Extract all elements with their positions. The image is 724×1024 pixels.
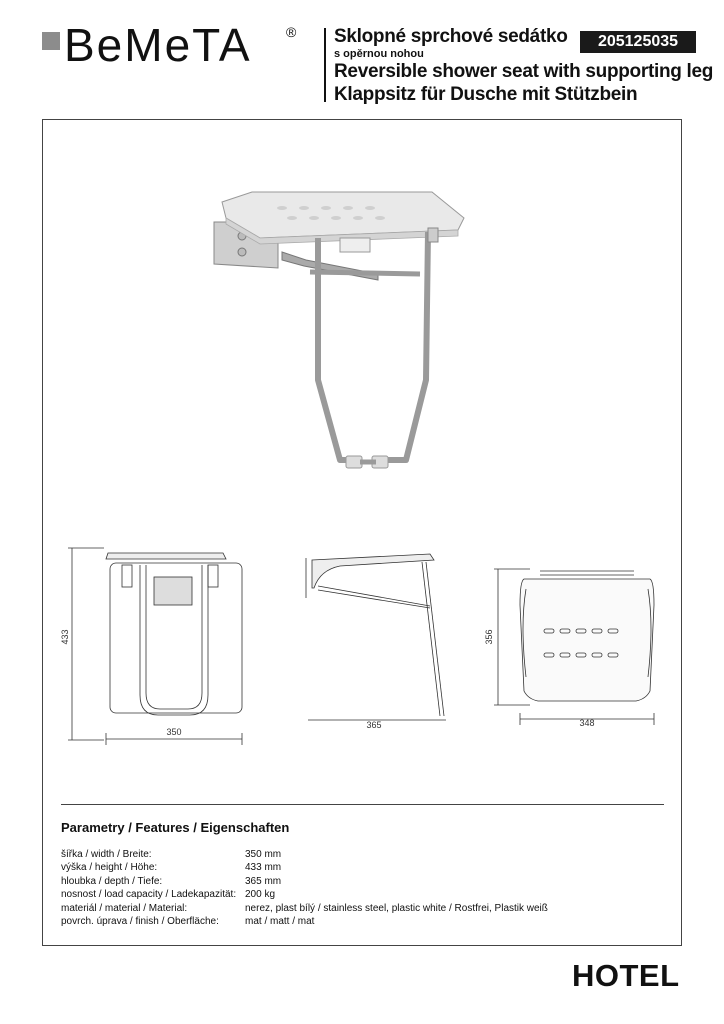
table-row — [61, 888, 548, 901]
spec-value: nerez, plast bílý / stainless steel, plastic white / Rostfrei, Plastik weiß — [245, 902, 548, 914]
top-depth-label: 356 — [484, 629, 494, 645]
spec-value: 433 mm — [245, 862, 282, 874]
spec-label: výška / height / Höhe: — [61, 862, 158, 874]
spec-value: 365 mm — [245, 875, 282, 887]
table-row — [61, 915, 548, 928]
spec-label: šířka / width / Breite: — [61, 849, 152, 860]
spec-value: mat / matt / mat — [245, 916, 315, 928]
spec-value: 200 kg — [245, 889, 276, 901]
product-photo — [200, 180, 480, 490]
table-row — [61, 848, 548, 861]
top-view-drawing — [480, 565, 670, 735]
registered-mark: ® — [286, 24, 297, 40]
category-label: HOTEL — [572, 958, 680, 993]
spec-value: 350 mm — [245, 849, 282, 860]
product-code-badge: 205125035 — [580, 31, 696, 53]
product-title-de: Klappsitz für Dusche mit Stützbein — [334, 84, 638, 105]
spec-label: povrch. úprava / finish / Oberfläche: — [61, 916, 219, 928]
spec-label: nosnost / load capacity / Ladekapazität: — [61, 889, 237, 901]
table-row — [61, 861, 548, 874]
table-row — [61, 902, 548, 915]
front-height-label: 433 — [60, 629, 70, 645]
spec-label: hloubka / depth / Tiefe: — [61, 875, 163, 887]
features-table — [61, 848, 548, 928]
product-subtitle-cz: s opěrnou nohou — [334, 48, 424, 60]
brand-logo: BeMeTA — [64, 19, 252, 71]
features-heading: Parametry / Features / Eigenschaften — [61, 820, 290, 835]
front-width-label: 350 — [166, 727, 182, 737]
header-divider — [324, 28, 326, 102]
table-row — [61, 875, 548, 888]
logo-square-mark — [42, 32, 60, 50]
top-width-label: 348 — [579, 718, 595, 728]
side-view-drawing — [300, 548, 450, 748]
product-title-cz: Sklopné sprchové sedátko — [334, 26, 568, 47]
spec-label: materiál / material / Material: — [61, 902, 188, 914]
section-divider — [61, 804, 664, 805]
side-depth-label: 365 — [366, 720, 382, 730]
product-title-en: Reversible shower seat with supporting leg — [334, 61, 714, 82]
front-view-drawing — [58, 545, 258, 750]
